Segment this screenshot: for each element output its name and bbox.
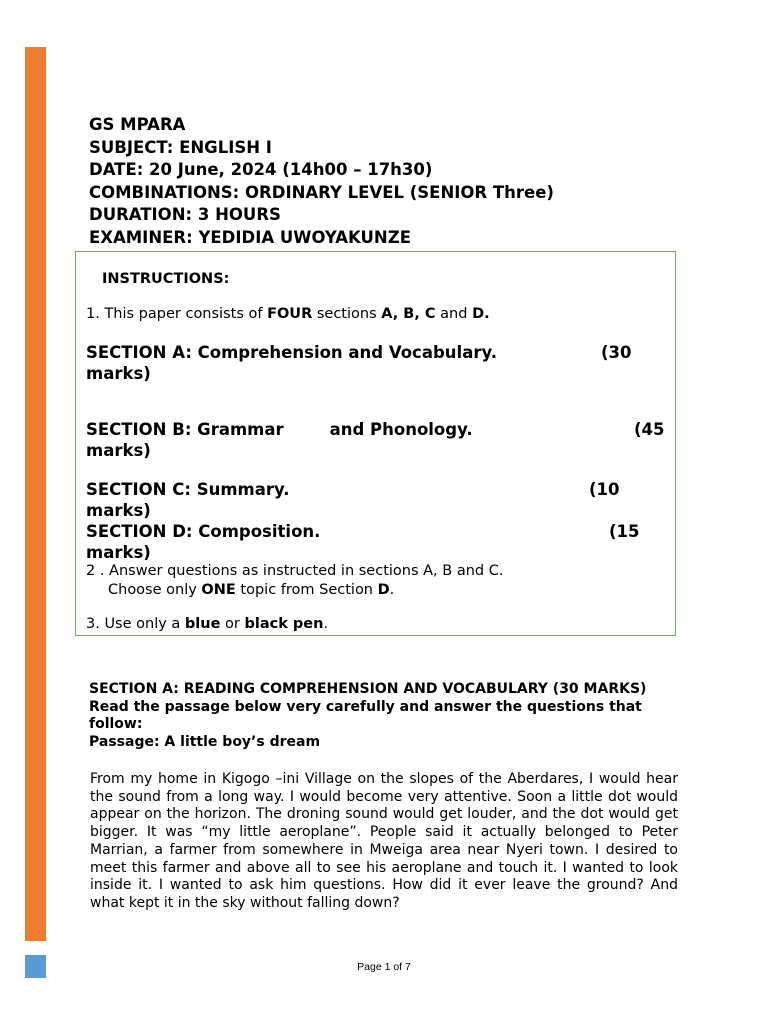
instruction-item-3: 3. Use only a blue or black pen. [86, 616, 329, 632]
combinations-line: COMBINATIONS: ORDINARY LEVEL (SENIOR Three) [89, 182, 554, 202]
section-a-entry: SECTION A: Comprehension and Vocabulary. (30 marks) [86, 343, 632, 383]
section-b-entry: SECTION B: Grammar and Phonology. (45 marks) [86, 420, 665, 460]
instructions-box [75, 251, 676, 636]
side-accent-bar [25, 47, 46, 941]
duration-line: DURATION: 3 HOURS [89, 205, 281, 225]
instructions-title: INSTRUCTIONS: [102, 271, 230, 287]
instruction-item-2: 2 . Answer questions as instructed in sections A, B and C. Choose only ONE topic from Section D. [86, 563, 504, 598]
section-a-heading: SECTION A: READING COMPREHENSION AND VOCABULARY (30 MARKS) [89, 681, 647, 697]
section-d-entry: SECTION D: Composition. (15 marks) [86, 522, 640, 562]
school-name: GS MPARA [89, 115, 186, 134]
instruction-item-1: 1. This paper consists of FOUR sections A, B, C and D. [86, 306, 490, 322]
exam-header [89, 114, 554, 250]
date-line: DATE: 20 June, 2024 (14h00 – 17h30) [89, 160, 433, 180]
section-a-header [89, 681, 679, 751]
subject-line: SUBJECT: ENGLISH I [89, 137, 272, 157]
passage-title: Passage: A little boy’s dream [89, 733, 321, 750]
examiner-line: EXAMINER: YEDIDIA UWOYAKUNZE [89, 227, 411, 247]
page-number: Page 1 of 7 [357, 961, 411, 973]
section-c-entry: SECTION C: Summary. (10 marks) [86, 480, 620, 520]
section-a-instruction: Read the passage below very carefully and answer the questions that follow: [89, 698, 642, 733]
passage-text: From my home in Kigogo –ini Village on the slopes of the Aberdares, I would hear the sound from a long way. I would become very attentive. Soon a little dot would appear on the horizon. The droning sound would get louder, and the dot would get bigger. It was “my little aeroplane”. People said it actually belonged to Peter Marrian, a farmer from somewhere in Mweiga area near Nyeri town. I desired to meet this farmer and above all to see his aeroplane and touch it. I wanted to look inside it. I wanted to ask him questions. How did it ever leave the ground? And what kept it in the sky without falling down? [90, 771, 678, 911]
